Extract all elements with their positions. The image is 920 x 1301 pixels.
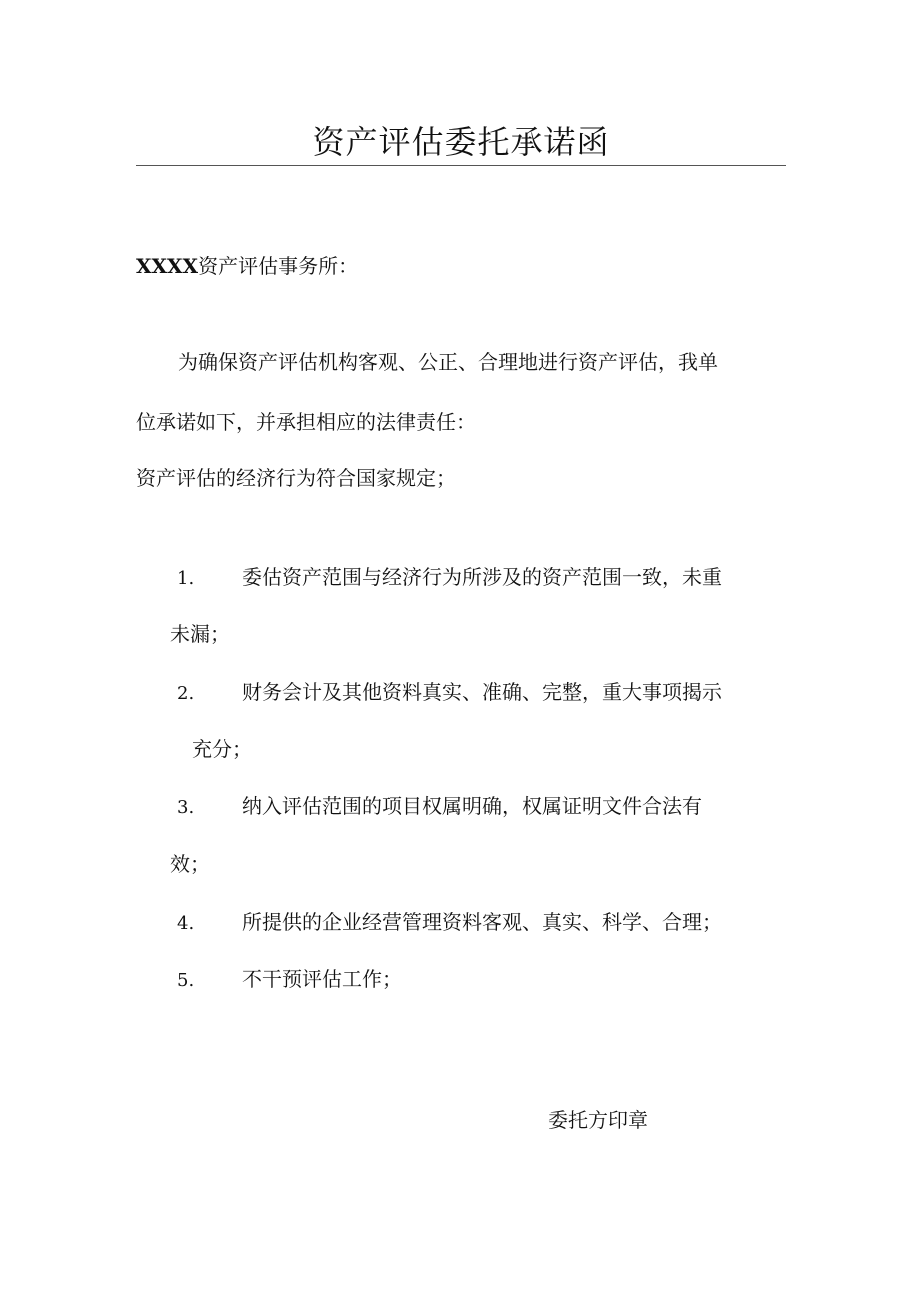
page-title: 资产评估委托承诺函 [312,123,610,161]
intro-paragraph-line-2: 位承诺如下，并承担相应的法律责任： [136,410,476,434]
title-underline [136,165,786,166]
addressee-prefix: XXXX [136,254,199,278]
intro-paragraph-line-1: 为确保资产评估机构客观、公正、合理地进行资产评估，我单 [178,350,718,374]
signature-seal-label: 委托方印章 [548,1108,648,1132]
list-item-1-continuation: 未漏； [170,622,230,646]
list-item-number-5: 5. [177,970,195,991]
list-item-2-continuation: 充分； [192,737,252,761]
list-item-3-text: 纳入评估范围的项目权属明确，权属证明文件合法有 [242,794,702,818]
addressee-line [136,252,358,280]
list-item-1-text: 委估资产范围与经济行为所涉及的资产范围一致，未重 [242,565,722,589]
list-item-4-text: 所提供的企业经营管理资料客观、真实、科学、合理； [242,910,722,934]
list-item-number-2: 2. [177,683,195,704]
list-item-5-text: 不干预评估工作； [242,967,402,991]
list-item-number-4: 4. [177,913,195,934]
list-item-2-text: 财务会计及其他资料真实、准确、完整，重大事项揭示 [242,680,722,704]
list-item-3-continuation: 效； [170,852,210,876]
addressee-name: 资产评估事务所： [198,254,359,278]
list-item-number-1: 1. [177,568,195,589]
intro-paragraph-line-3: 资产评估的经济行为符合国家规定； [136,466,456,490]
list-item-number-3: 3. [177,797,195,818]
